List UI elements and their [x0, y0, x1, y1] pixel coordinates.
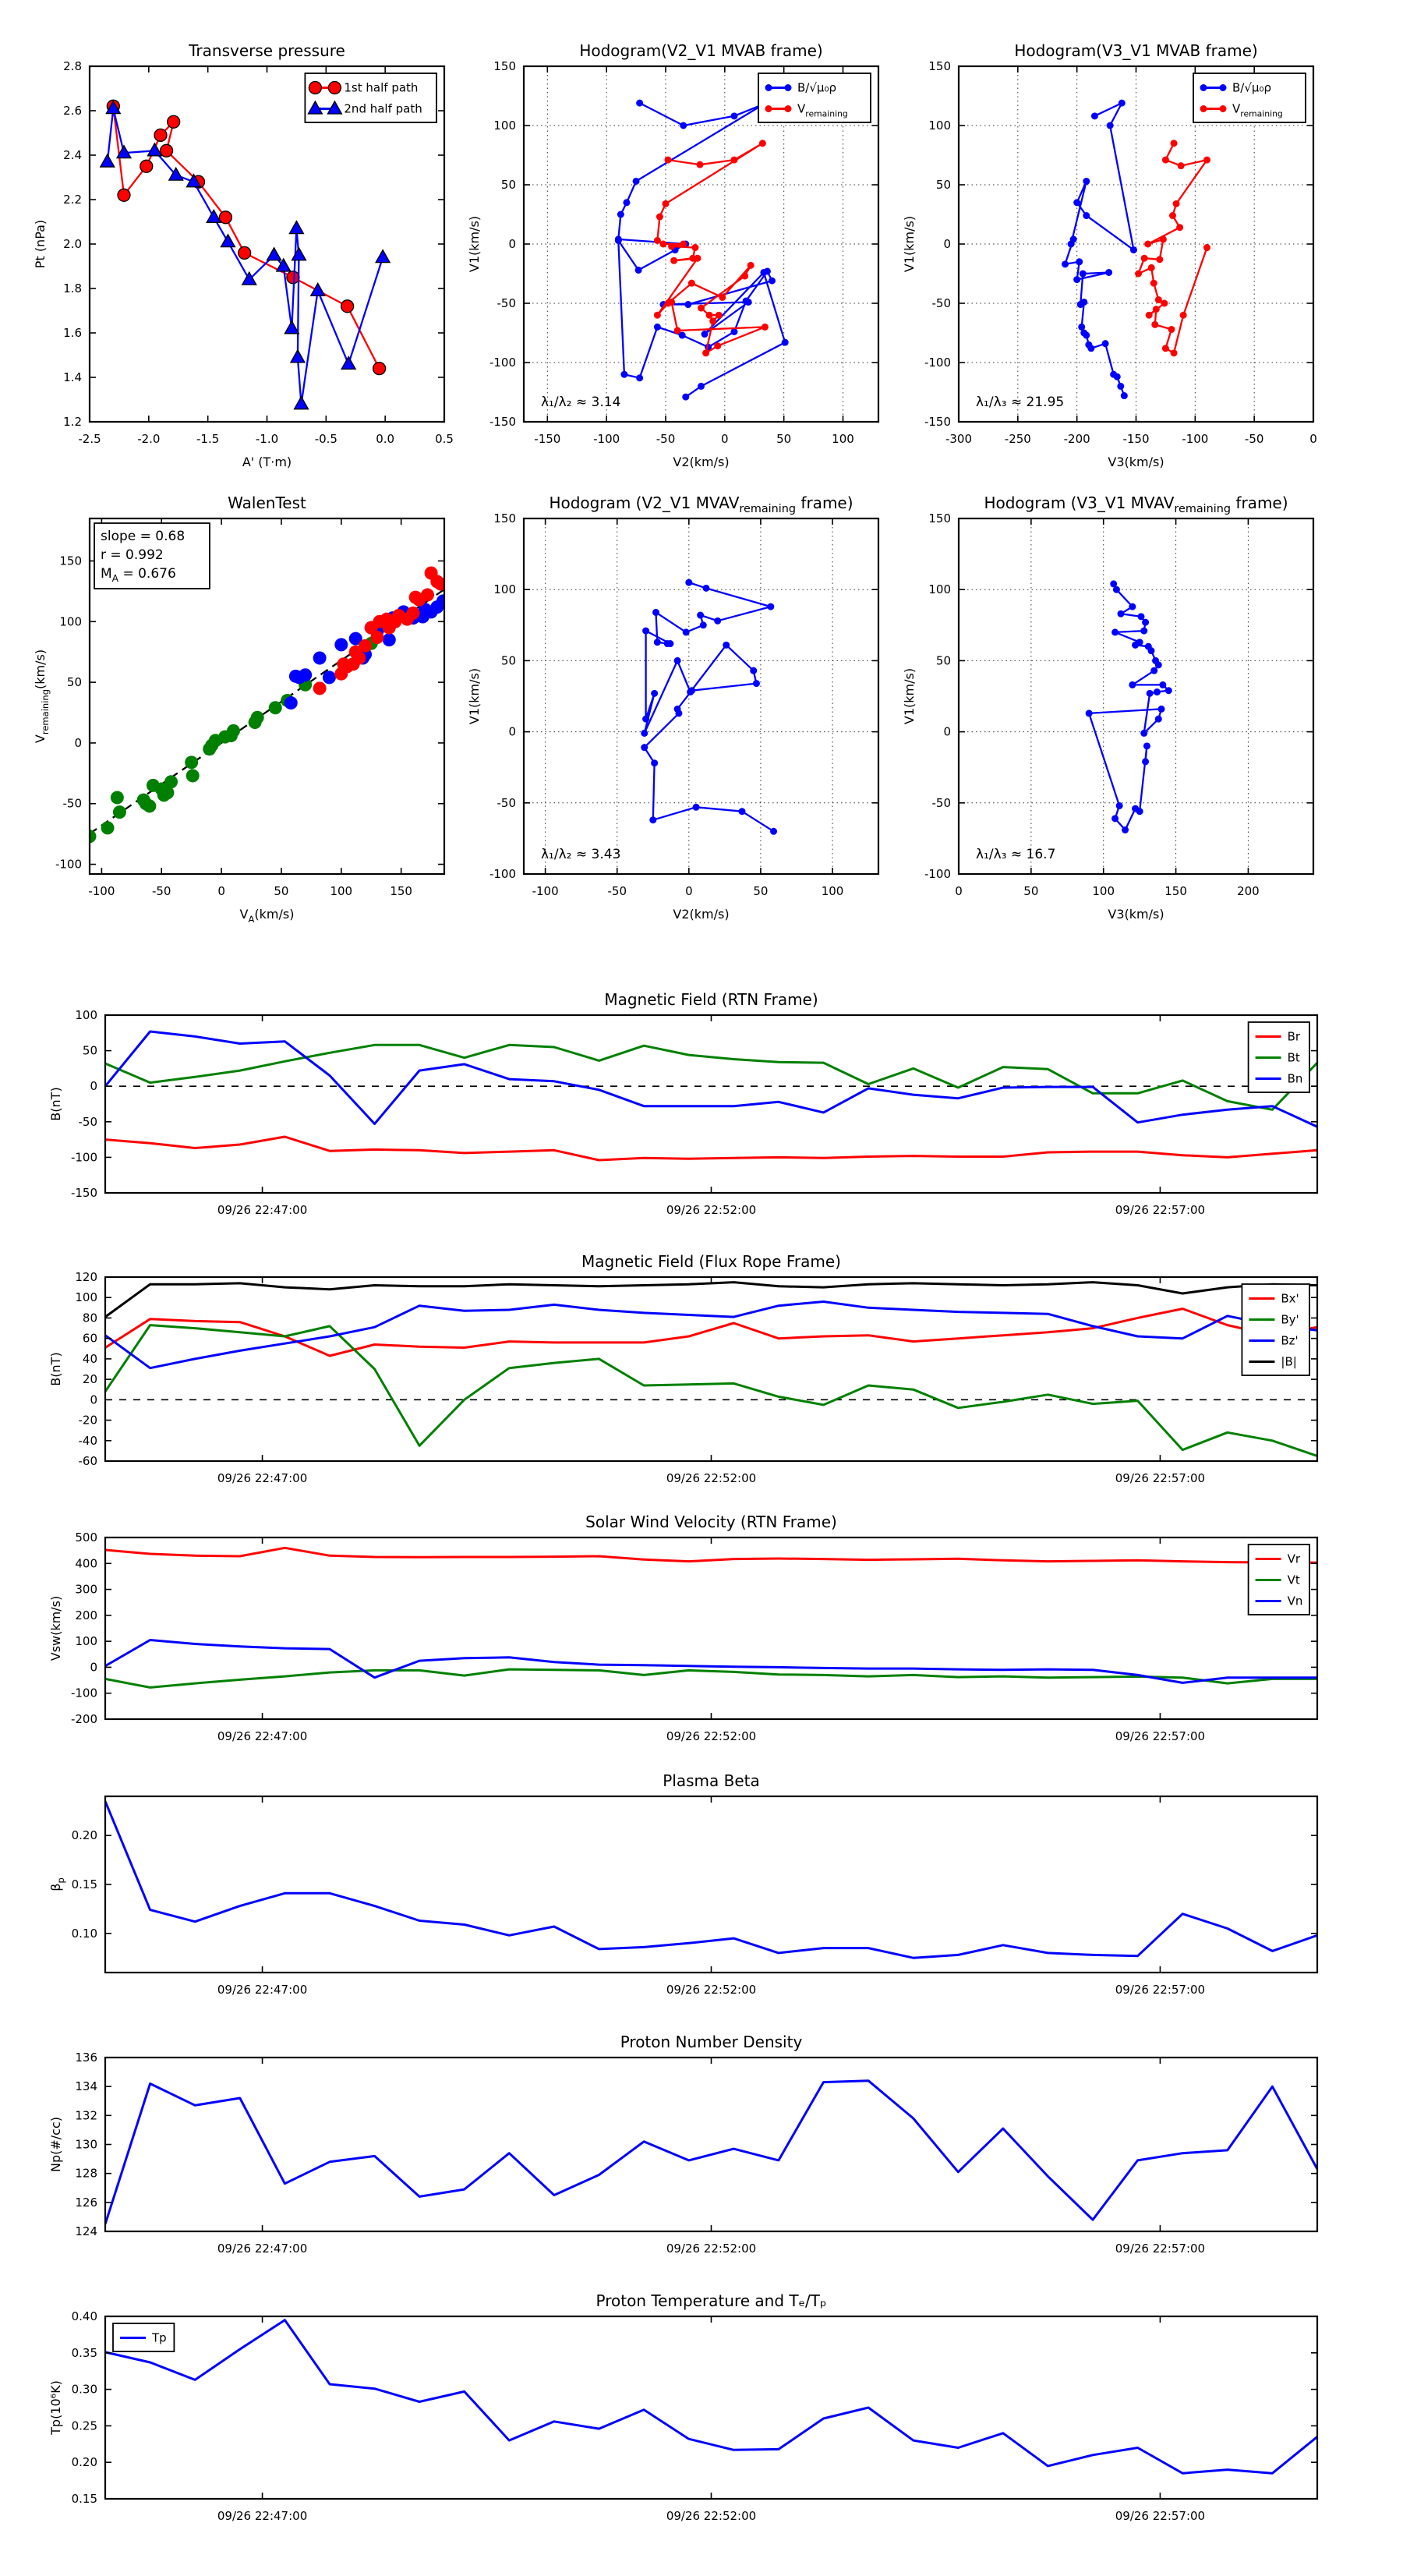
- series-group: [1086, 580, 1172, 833]
- x-tick-label: 100: [330, 884, 353, 898]
- x-tick-label: 09/26 22:57:00: [1115, 1729, 1206, 1743]
- legend-label: Bn: [1287, 1071, 1303, 1086]
- y-tick-label: 50: [500, 653, 516, 668]
- y-tick-label: 128: [75, 2166, 97, 2181]
- y-tick-label: -100: [924, 356, 951, 370]
- y-axis-label: $V_{remaining}(km/s)$: [33, 649, 51, 744]
- x-tick-label: -50: [1244, 432, 1264, 446]
- y-tick-label: 0.10: [71, 1926, 97, 1941]
- x-tick-label: -50: [656, 432, 676, 446]
- y-tick-label: -100: [55, 857, 82, 872]
- y-tick-label: 124: [75, 2224, 97, 2238]
- y-axis-label: Pt (nPa): [33, 219, 48, 269]
- series-line-0: [105, 1801, 1317, 1958]
- series-line-1: [105, 1669, 1317, 1687]
- plot-b-rtn: [48, 990, 1317, 1217]
- legend: [113, 2323, 174, 2351]
- series-markers-0: [1062, 100, 1137, 399]
- y-tick-label: 0: [943, 237, 951, 251]
- y-tick-label: 40: [82, 1351, 97, 1366]
- axes-frame: [524, 518, 878, 874]
- x-axis-label: V2(km/s): [673, 907, 730, 922]
- plot-hodogram-v3v1-mvab: [902, 41, 1317, 469]
- y-tick-label: -100: [489, 867, 516, 881]
- y-tick-label: -100: [70, 1150, 97, 1165]
- plot-walen-test: [33, 494, 450, 925]
- series-group: [83, 567, 450, 844]
- x-tick-label: -150: [534, 432, 561, 446]
- x-tick-label: 09/26 22:52:00: [666, 1983, 757, 1997]
- y-tick-label: 2.0: [63, 237, 82, 251]
- plot-transverse-pressure: [33, 41, 454, 469]
- ticks: [489, 511, 878, 898]
- x-tick-label: -2.0: [137, 432, 161, 446]
- series-line-0: [1066, 103, 1134, 396]
- y-tick-label: -20: [78, 1413, 97, 1428]
- plot-title: Transverse pressure: [189, 41, 345, 60]
- legend-label: Vr: [1287, 1552, 1301, 1566]
- y-tick-label: 126: [75, 2195, 97, 2210]
- legend: [758, 73, 871, 122]
- legend: [1242, 1284, 1309, 1375]
- series-line-0: [105, 1548, 1317, 1562]
- y-tick-label: -50: [497, 795, 516, 810]
- x-tick-label: 09/26 22:52:00: [666, 1471, 757, 1485]
- legend: [305, 73, 436, 122]
- series-group: [641, 579, 777, 835]
- y-tick-label: -100: [70, 1686, 97, 1700]
- y-axis-label: V1(km/s): [902, 215, 917, 273]
- y-tick-label: 0.30: [71, 2382, 97, 2397]
- x-tick-label: 09/26 22:47:00: [217, 1983, 308, 1997]
- y-tick-label: -100: [489, 356, 516, 370]
- axes-frame: [105, 2058, 1317, 2231]
- legend-label: B/√μ₀ρ: [797, 80, 836, 95]
- y-tick-label: 1.4: [63, 370, 82, 384]
- x-tick-label: 0.5: [435, 432, 454, 446]
- x-tick-label: 09/26 22:57:00: [1115, 1471, 1206, 1485]
- y-tick-label: 150: [928, 511, 951, 525]
- series-group: [105, 1283, 1317, 1456]
- y-tick-label: 0.15: [71, 2492, 97, 2506]
- legend-label: |B|: [1281, 1354, 1297, 1369]
- plot-title: Proton Number Density: [620, 2033, 803, 2051]
- x-tick-label: 0: [955, 884, 963, 898]
- x-tick-label: -250: [1004, 432, 1031, 446]
- y-tick-label: 150: [59, 554, 82, 568]
- plot-proton-temp: [48, 2291, 1317, 2523]
- x-tick-label: 0: [721, 432, 729, 446]
- y-tick-label: 200: [75, 1608, 97, 1622]
- legend-label: Bz': [1281, 1333, 1299, 1348]
- y-axis-label: B(nT): [48, 1087, 63, 1121]
- series-line-0: [618, 103, 785, 397]
- x-tick-label: 0.0: [376, 432, 395, 446]
- x-tick-label: 150: [390, 884, 412, 898]
- x-tick-label: 50: [753, 884, 769, 898]
- y-tick-label: 500: [75, 1530, 97, 1545]
- x-axis-label: V2(km/s): [673, 455, 730, 469]
- x-tick-label: -1.0: [255, 432, 279, 446]
- x-tick-label: 09/26 22:52:00: [666, 1203, 757, 1217]
- gridlines: [524, 518, 878, 874]
- y-axis-label: Tp(10⁶K): [48, 2380, 63, 2435]
- y-tick-label: 2.6: [63, 104, 82, 118]
- y-tick-label: 50: [66, 675, 82, 690]
- x-tick-label: 09/26 22:52:00: [666, 2509, 757, 2523]
- y-tick-label: 0.25: [71, 2419, 97, 2433]
- y-tick-label: 150: [493, 511, 516, 525]
- plot-title: Solar Wind Velocity (RTN Frame): [585, 1513, 837, 1531]
- y-axis-label: B(nT): [48, 1352, 63, 1386]
- legend-label: Vn: [1287, 1594, 1303, 1608]
- y-tick-label: 50: [935, 178, 951, 192]
- series-line-1: [105, 1325, 1317, 1456]
- x-tick-label: 200: [1237, 884, 1260, 898]
- y-tick-label: 1.6: [63, 326, 82, 340]
- series-group: [615, 100, 789, 401]
- plot-b-fluxrope: [48, 1252, 1317, 1485]
- plot-title: Proton Temperature and Tₑ/Tₚ: [595, 2291, 827, 2310]
- plot-title: WalenTest: [228, 494, 306, 512]
- y-tick-label: 0.20: [71, 2455, 97, 2470]
- ticks: [924, 511, 1313, 898]
- y-tick-label: -200: [70, 1712, 97, 1726]
- x-tick-label: 50: [1023, 884, 1039, 898]
- x-axis-label: V3(km/s): [1108, 455, 1164, 469]
- y-tick-label: 0: [74, 735, 82, 750]
- x-tick-label: 100: [832, 432, 854, 446]
- y-tick-label: 60: [82, 1331, 97, 1346]
- y-tick-label: 0.20: [71, 1828, 97, 1843]
- x-tick-label: 50: [274, 884, 289, 898]
- series-line-2: [105, 1031, 1317, 1127]
- y-tick-label: 1.8: [63, 281, 82, 295]
- y-tick-label: 130: [75, 2137, 97, 2152]
- y-tick-label: 150: [928, 59, 951, 73]
- x-tick-label: -100: [1182, 432, 1209, 446]
- y-axis-label: Np(#/cc): [48, 2117, 63, 2172]
- gridlines: [959, 518, 1313, 874]
- stats-line: r = 0.992: [101, 547, 164, 563]
- legend: [1249, 1545, 1309, 1615]
- plot-hodogram-v2v1-mvav: [467, 494, 878, 922]
- y-tick-label: 150: [493, 59, 516, 73]
- y-tick-label: -50: [497, 296, 516, 310]
- axes-frame: [105, 2316, 1317, 2499]
- y-tick-label: -50: [62, 796, 82, 811]
- series-markers-1: [654, 140, 769, 356]
- x-tick-label: 09/26 22:57:00: [1115, 2242, 1206, 2256]
- series-line-1: [1139, 143, 1207, 353]
- x-tick-label: -0.5: [314, 432, 337, 446]
- stats-line: slope = 0.68: [101, 529, 186, 544]
- stats-line: $M_A = 0.676$: [101, 566, 176, 584]
- y-tick-label: 1.2: [63, 415, 82, 429]
- legend-label: 2nd half path: [344, 101, 422, 116]
- y-tick-label: 80: [82, 1311, 97, 1325]
- x-tick-label: 09/26 22:47:00: [217, 2509, 308, 2523]
- y-axis-label: $\beta_p$: [48, 1877, 66, 1891]
- series-line-0: [645, 582, 774, 831]
- series-group: [105, 1548, 1317, 1687]
- y-tick-label: 100: [75, 1290, 97, 1305]
- axes-frame: [959, 518, 1313, 874]
- legend-label: 1st half path: [344, 80, 419, 95]
- x-tick-label: -100: [593, 432, 620, 446]
- plot-title: Magnetic Field (Flux Rope Frame): [581, 1252, 841, 1271]
- y-tick-label: 134: [75, 2079, 97, 2094]
- y-axis-label: Vsw(km/s): [48, 1595, 63, 1661]
- plot-proton-density: [48, 2033, 1317, 2256]
- plot-title: Plasma Beta: [663, 1771, 760, 1790]
- y-tick-label: 0: [943, 724, 951, 739]
- y-tick-label: 100: [59, 614, 82, 629]
- y-tick-label: 0: [90, 1079, 97, 1094]
- y-tick-label: -50: [931, 795, 951, 810]
- x-tick-label: -150: [1122, 432, 1150, 446]
- series-line-1: [105, 1045, 1317, 1109]
- y-tick-label: 100: [928, 582, 951, 597]
- lambda-annotation: λ₁/λ₂ ≈ 3.43: [541, 847, 621, 862]
- lambda-annotation: λ₁/λ₂ ≈ 3.14: [541, 395, 621, 410]
- ticks: [75, 2051, 1317, 2256]
- x-tick-label: 09/26 22:47:00: [217, 1729, 308, 1743]
- ticks: [72, 1796, 1317, 1997]
- y-tick-label: 100: [493, 582, 516, 597]
- y-tick-label: 50: [935, 653, 951, 668]
- x-tick-label: -2.5: [78, 432, 101, 446]
- x-tick-label: 09/26 22:47:00: [217, 2242, 308, 2256]
- x-tick-label: 0: [217, 884, 225, 898]
- series-line-3: [105, 1283, 1317, 1318]
- x-tick-label: 09/26 22:57:00: [1115, 1203, 1206, 1217]
- x-tick-label: -50: [607, 884, 627, 898]
- x-tick-label: 09/26 22:52:00: [666, 1729, 757, 1743]
- series-markers-1: [83, 618, 396, 843]
- axes-frame: [105, 1796, 1317, 1973]
- x-tick-label: 09/26 22:47:00: [217, 1203, 308, 1217]
- plot-title: Magnetic Field (RTN Frame): [604, 990, 818, 1009]
- ticks: [72, 2309, 1317, 2523]
- x-tick-label: -100: [532, 884, 559, 898]
- series-markers-0: [107, 100, 385, 374]
- y-tick-label: 2.4: [63, 148, 82, 162]
- plot-title: Hodogram(V2_V1 MVAB frame): [579, 41, 823, 60]
- series-group: [105, 1031, 1317, 1160]
- series-line-0: [105, 2081, 1317, 2224]
- y-tick-label: 50: [82, 1043, 97, 1058]
- x-axis-label: V3(km/s): [1108, 907, 1164, 922]
- y-tick-label: -100: [924, 867, 951, 881]
- series-group: [101, 100, 390, 409]
- legend-label: Tp: [152, 2330, 167, 2345]
- legend-label: Bx': [1281, 1291, 1299, 1306]
- y-tick-label: -60: [78, 1454, 97, 1468]
- x-tick-label: 100: [1092, 884, 1115, 898]
- plot-title: Hodogram(V3_V1 MVAB frame): [1014, 41, 1258, 60]
- y-tick-label: 2.2: [63, 193, 82, 207]
- y-tick-label: 0.40: [71, 2309, 97, 2323]
- y-tick-label: 132: [75, 2108, 97, 2123]
- x-tick-label: -1.5: [196, 432, 220, 446]
- x-tick-label: 150: [1164, 884, 1187, 898]
- plot-hodogram-v2v1-mvab: [467, 41, 878, 469]
- y-tick-label: 0: [90, 1660, 97, 1675]
- plot-title: Hodogram (V2_V1 $MVAV_{remaining}$ frame): [549, 494, 853, 515]
- x-axis-label: A' (T·m): [242, 455, 292, 469]
- y-tick-label: 0: [508, 724, 516, 739]
- x-tick-label: 0: [1309, 432, 1317, 446]
- series-line-0: [1089, 584, 1168, 830]
- axes-frame: [105, 1537, 1317, 1719]
- y-tick-label: 0.35: [71, 2345, 97, 2360]
- stats-box: [94, 523, 210, 589]
- y-tick-label: 100: [928, 119, 951, 133]
- plot-hodogram-v3v1-mvav: [902, 494, 1313, 922]
- x-tick-label: 09/26 22:47:00: [217, 1471, 308, 1485]
- series-line-0: [105, 1137, 1317, 1160]
- lambda-annotation: λ₁/λ₃ ≈ 16.7: [976, 847, 1056, 862]
- ticks: [71, 1008, 1317, 1217]
- y-tick-label: 0.15: [71, 1877, 97, 1891]
- x-tick-label: -300: [945, 432, 973, 446]
- y-tick-label: 100: [493, 119, 516, 133]
- y-tick-label: 20: [82, 1372, 97, 1387]
- plot-title: Hodogram (V3_V1 $MVAV_{remaining}$ frame): [984, 494, 1288, 515]
- legend-label: By': [1281, 1312, 1299, 1327]
- legend-label: $V_{remaining}$: [797, 101, 848, 119]
- series-group: [105, 1801, 1317, 1958]
- plot-vsw-rtn: [48, 1513, 1317, 1743]
- y-tick-label: -150: [489, 415, 516, 429]
- series-group: [105, 2081, 1317, 2224]
- series-markers-0: [1086, 580, 1172, 833]
- x-tick-label: 100: [821, 884, 844, 898]
- y-tick-label: 100: [75, 1008, 97, 1022]
- y-tick-label: 50: [500, 178, 516, 192]
- x-tick-label: 09/26 22:52:00: [666, 2242, 757, 2256]
- y-tick-label: -40: [78, 1433, 97, 1448]
- x-tick-label: -200: [1063, 432, 1090, 446]
- y-tick-label: -150: [70, 1186, 97, 1200]
- ticks: [75, 1270, 1317, 1485]
- series-group: [105, 2320, 1317, 2474]
- y-tick-label: 300: [75, 1582, 97, 1597]
- legend-label: $V_{remaining}$: [1232, 101, 1283, 119]
- y-tick-label: 0: [508, 237, 516, 251]
- ticks: [71, 1530, 1317, 1743]
- y-tick-label: -50: [78, 1114, 97, 1129]
- legend-label: Bt: [1287, 1050, 1300, 1065]
- x-tick-label: 50: [776, 432, 792, 446]
- x-tick-label: -50: [151, 884, 171, 898]
- plot-plasma-beta: [48, 1771, 1317, 1997]
- y-axis-label: V1(km/s): [467, 215, 482, 273]
- x-tick-label: -100: [88, 884, 115, 898]
- y-tick-label: 2.8: [63, 59, 82, 73]
- x-tick-label: 09/26 22:57:00: [1115, 1983, 1206, 1997]
- x-tick-label: 0: [685, 884, 693, 898]
- legend-label: Vt: [1287, 1573, 1300, 1587]
- series-line-0: [105, 2320, 1317, 2474]
- y-tick-label: 100: [75, 1634, 97, 1649]
- y-axis-label: V1(km/s): [902, 667, 917, 725]
- y-tick-label: 120: [75, 1270, 97, 1284]
- y-tick-label: -150: [924, 415, 951, 429]
- legend-label: B/√μ₀ρ: [1232, 80, 1271, 95]
- y-tick-label: 136: [75, 2051, 97, 2065]
- x-axis-label: $V_A(km/s)$: [239, 907, 295, 925]
- x-tick-label: 09/26 22:57:00: [1115, 2509, 1206, 2523]
- y-tick-label: 0: [90, 1392, 97, 1407]
- lambda-annotation: λ₁/λ₃ ≈ 21.95: [976, 395, 1065, 410]
- y-axis-label: V1(km/s): [467, 667, 482, 725]
- y-tick-label: 400: [75, 1556, 97, 1571]
- axes-frame: [105, 1277, 1317, 1461]
- y-tick-label: -50: [931, 296, 951, 310]
- legend-label: Br: [1287, 1029, 1301, 1044]
- legend: [1193, 73, 1306, 122]
- legend: [1249, 1022, 1309, 1092]
